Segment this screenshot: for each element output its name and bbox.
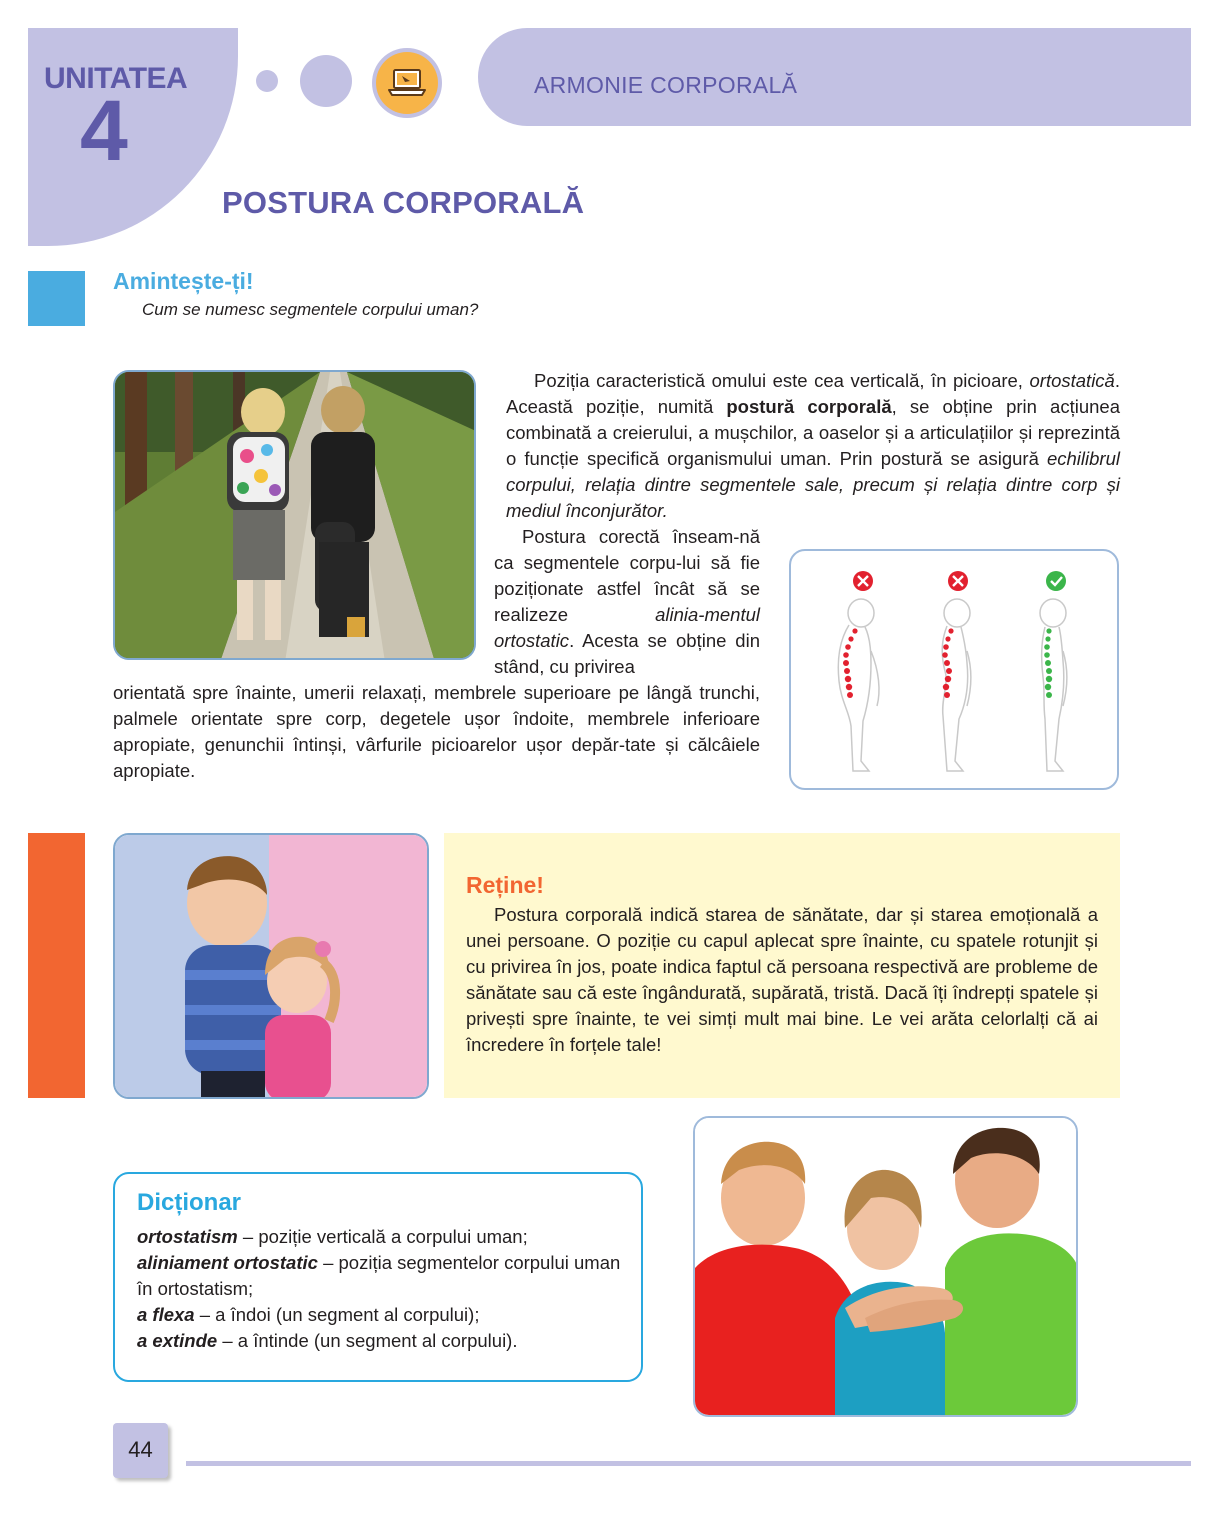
- text-run: , se obține prin acțiunea combinată a creierului, a mușchilor, a oaselor și a articulațiilor și reprezintă o funcție specifică organismului uman. Prin postură se asigură: [506, 396, 1120, 469]
- dictionary-entry: [137, 1224, 632, 1250]
- text-run: ortostatică: [1029, 370, 1115, 391]
- dictionary-definition: – poziția segmentelor corpului uman în ortostatism;: [137, 1252, 621, 1299]
- text-run: Poziția caracteristică omului este cea verticală, în picioare,: [534, 370, 1030, 391]
- photo-happy-children: [693, 1116, 1078, 1417]
- remember-question: Cum se numesc segmentele corpului uman?: [142, 300, 479, 319]
- dictionary-term: aliniament ortostatic: [137, 1252, 318, 1273]
- paragraph-posture-definition: [506, 368, 1120, 524]
- unit-number: 4: [80, 83, 128, 179]
- dictionary-list: [137, 1224, 632, 1354]
- retine-marker: [28, 833, 85, 1098]
- unit-label: UNITATEA: [44, 62, 188, 95]
- footer-rule: [186, 1461, 1191, 1466]
- remember-title: Amintește-ți!: [113, 268, 254, 294]
- text-run: . Această poziție, numită: [506, 370, 1120, 417]
- dictionary-entry: [137, 1250, 632, 1302]
- posture-illustration: [791, 551, 1117, 788]
- text-run: postură corporală: [726, 396, 892, 417]
- text-run: . Acesta se obține din stând, cu privirea: [494, 630, 760, 677]
- photo-sad-children: [113, 833, 429, 1099]
- dictionary-title: Dicționar: [137, 1189, 242, 1216]
- wrong-icon: [948, 571, 968, 591]
- dictionary-definition: – a îndoi (un segment al corpului);: [194, 1304, 480, 1325]
- dictionary-term: a extinde: [137, 1330, 218, 1351]
- paragraph-correct-posture: [494, 524, 760, 680]
- dictionary-term: ortostatism: [137, 1226, 238, 1247]
- dictionary-definition: – poziție verticală a corpului uman;: [237, 1226, 528, 1247]
- paragraph-correct-posture-continued: orientată spre înainte, umerii relaxați, membrele superioare pe lângă trunchi, palmele orientate spre corp, degetele ușor îndoite, membrele inferioare apropiate, genunchii întinși, vârfurile picioarelor ușor depăr-tate și călcâiele apropiate.: [113, 682, 760, 781]
- decor-dot-small: [256, 70, 278, 92]
- retine-title: Reține!: [466, 872, 544, 898]
- posture-comparison-figure: [789, 549, 1119, 790]
- correct-icon: [1046, 571, 1066, 591]
- dictionary-entry: [137, 1328, 632, 1354]
- section-title: ARMONIE CORPORALĂ: [534, 72, 798, 98]
- retine-text: [466, 902, 1098, 1058]
- text-run: alinia-mentul ortostatic: [494, 604, 760, 651]
- dictionary-entry: [137, 1302, 632, 1328]
- text-run: Postura corectă înseam-nă ca segmentele corpu-lui să fie poziționate astfel încât să se realizeze: [494, 526, 760, 625]
- laptop-icon: [376, 52, 438, 114]
- page-title: POSTURA CORPORALĂ: [222, 185, 585, 220]
- text-run: echilibrul corpului, relația dintre segmentele sale, precum și relația dintre corp și mediul înconjurător.: [506, 448, 1120, 521]
- decor-dot-medium: [300, 55, 352, 107]
- dictionary-definition: – a întinde (un segment al corpului).: [217, 1330, 518, 1351]
- unit-badge: [28, 28, 238, 246]
- wrong-icon: [853, 571, 873, 591]
- photo-children-walking: [113, 370, 476, 660]
- dictionary-term: a flexa: [137, 1304, 195, 1325]
- page-number: 44: [128, 1437, 153, 1462]
- remember-marker: [28, 271, 85, 326]
- retine-text-content: Postura corporală indică starea de sănătate, dar și starea emoțională a unei persoane. O poziție cu capul aplecat spre înainte, cu spatele rotunjit și cu privirea în jos, poate indica faptul că persoana respectivă are probleme de sănătate sau că este îngândurată, supărată, tristă. Dacă îți îndrepți spatele și privești spre înainte, te vei simți mult mai bine. Le vei arăta celorlalți că ai încredere în forțele tale!: [466, 904, 1098, 1055]
